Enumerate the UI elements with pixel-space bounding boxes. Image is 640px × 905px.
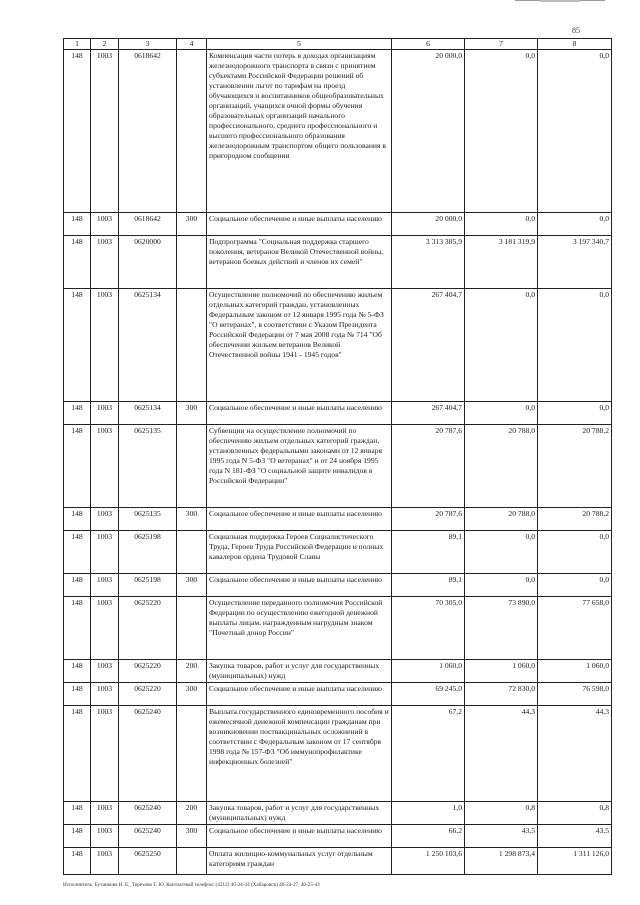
cell-description: Социальное обеспечение и иные выплаты населению [207, 825, 392, 848]
cell-amount-year3: 0,0 [538, 213, 612, 236]
cell-section: 1003 [91, 597, 119, 660]
cell-amount-year1: 20 000,0 [392, 213, 465, 236]
cell-amount-year1: 3 313 385,9 [392, 236, 465, 289]
cell-section: 1003 [91, 706, 119, 802]
cell-ministry: 148 [64, 289, 91, 402]
cell-ministry: 148 [64, 683, 91, 706]
table-row [64, 50, 612, 213]
cell-ministry: 148 [64, 802, 91, 825]
cell-amount-year3: 77 658,0 [538, 597, 612, 660]
cell-amount-year1: 1 060,0 [392, 660, 465, 683]
cell-amount-year2: 0,0 [465, 574, 538, 597]
table-row [64, 683, 612, 706]
cell-description: Социальное обеспечение и иные выплаты населению [207, 402, 392, 425]
cell-ministry: 148 [64, 50, 91, 213]
cell-expense-type: 300 [177, 508, 207, 531]
cell-amount-year3: 1 060,0 [538, 660, 612, 683]
cell-amount-year2: 0,0 [465, 402, 538, 425]
cell-amount-year2: 0,0 [465, 289, 538, 402]
cell-amount-year1: 20 787,6 [392, 508, 465, 531]
cell-expense-type: 300 [177, 574, 207, 597]
cell-amount-year2: 73 890,0 [465, 597, 538, 660]
cell-target-article: 0625220 [119, 660, 177, 683]
cell-target-article: 0625198 [119, 574, 177, 597]
cell-description: Оплата жилищно-коммунальных услуг отдельным категориям граждан [207, 848, 392, 875]
cell-amount-year3: 43,5 [538, 825, 612, 848]
cell-amount-year2: 44,3 [465, 706, 538, 802]
cell-amount-year3: 0,0 [538, 402, 612, 425]
cell-expense-type: 200 [177, 802, 207, 825]
table-row [64, 597, 612, 660]
cell-amount-year1: 20 787,6 [392, 425, 465, 508]
cell-ministry: 148 [64, 402, 91, 425]
table-row [64, 402, 612, 425]
cell-description: Осуществление полномочий по обеспечению жильем отдельных категорий граждан, установленных Федеральным законом от 12 января 1995 года № 5-ФЗ "О ветеранах", в соответствии с Указом Президента Российской Федерации от 7 мая 2008 года № 714 "Об обеспечении жильем ветеранов Великой Отечественной войны 1941 - 1945 годов" [207, 289, 392, 402]
cell-amount-year1: 89,1 [392, 574, 465, 597]
cell-amount-year1: 69 245,0 [392, 683, 465, 706]
cell-amount-year1: 267 404,7 [392, 402, 465, 425]
cell-ministry: 148 [64, 660, 91, 683]
cell-section: 1003 [91, 236, 119, 289]
table-row [64, 825, 612, 848]
cell-section: 1003 [91, 848, 119, 875]
cell-target-article: 0618642 [119, 50, 177, 213]
column-header: 2 [91, 39, 119, 50]
cell-amount-year3: 0,0 [538, 50, 612, 213]
cell-section: 1003 [91, 50, 119, 213]
cell-amount-year3: 44,3 [538, 706, 612, 802]
page-number: 85 [572, 26, 580, 35]
cell-description: Субвенции на осуществление полномочий по обеспечению жильем отдельных категорий граждан, установленных федеральными законами от 12 января 1995 года N 5-ФЗ "О ветеранах" и от 24 ноября 1995 года N 181-ФЗ "О социальной защите инвалидов в Российской Федерации" [207, 425, 392, 508]
cell-ministry: 148 [64, 574, 91, 597]
cell-section: 1003 [91, 531, 119, 574]
cell-expense-type [177, 848, 207, 875]
column-header: 8 [538, 39, 612, 50]
cell-target-article: 0625198 [119, 531, 177, 574]
cell-target-article: 0625240 [119, 706, 177, 802]
cell-section: 1003 [91, 802, 119, 825]
cell-ministry: 148 [64, 425, 91, 508]
column-header: 4 [177, 39, 207, 50]
table-row [64, 802, 612, 825]
cell-expense-type: 300 [177, 213, 207, 236]
table-row [64, 660, 612, 683]
cell-target-article: 0625250 [119, 848, 177, 875]
cell-ministry: 148 [64, 825, 91, 848]
cell-target-article: 0620000 [119, 236, 177, 289]
cell-amount-year1: 1 250 103,6 [392, 848, 465, 875]
cell-target-article: 0625240 [119, 802, 177, 825]
cell-description: Социальное обеспечение и иные выплаты населению [207, 508, 392, 531]
table-header-row [64, 39, 612, 50]
cell-description: Закупка товаров, работ и услуг для государственных (муниципальных) нужд [207, 802, 392, 825]
cell-description: Подпрограмма "Социальная поддержка старшего поколения, ветеранов Великой Отечественной войны, ветеранов боевых действий и членов их семей" [207, 236, 392, 289]
cell-amount-year1: 267 404,7 [392, 289, 465, 402]
cell-amount-year2: 20 788,0 [465, 508, 538, 531]
cell-ministry: 148 [64, 213, 91, 236]
budget-table [63, 38, 612, 875]
table-row [64, 848, 612, 875]
cell-description: Социальное обеспечение и иные выплаты населению [207, 574, 392, 597]
cell-expense-type [177, 597, 207, 660]
footer-note: Исполнитель: Буханкова Н. Е., Терехова Т. Ю. Контактный телефон: (4212) 40-24-24 (Хабаровск) 40-24-27, 40-25-43 [63, 882, 320, 888]
cell-section: 1003 [91, 660, 119, 683]
cell-target-article: 0625135 [119, 425, 177, 508]
cell-target-article: 0618642 [119, 213, 177, 236]
cell-amount-year3: 76 598,0 [538, 683, 612, 706]
cell-expense-type: 200 [177, 660, 207, 683]
cell-description: Социальная поддержка Героев Социалистического Труда, Героев Труда Российской Федерации и полных кавалеров ордена Трудовой Славы [207, 531, 392, 574]
table-row [64, 425, 612, 508]
cell-section: 1003 [91, 289, 119, 402]
cell-ministry: 148 [64, 508, 91, 531]
cell-amount-year2: 0,0 [465, 531, 538, 574]
cell-amount-year2: 0,0 [465, 50, 538, 213]
cell-amount-year2: 0,0 [465, 213, 538, 236]
cell-description: Осуществление переданного полномочия Российской Федерации по осуществлению ежегодной денежной выплаты лицам, награжденным нагрудным знаком "Почетный донор России" [207, 597, 392, 660]
table-row [64, 531, 612, 574]
cell-expense-type [177, 236, 207, 289]
cell-description: Закупка товаров, работ и услуг для государственных (муниципальных) нужд [207, 660, 392, 683]
table-row [64, 508, 612, 531]
column-header: 5 [207, 39, 392, 50]
cell-description: Выплата государственного единовременного пособия и ежемесячной денежной компенсации гражданам при возникновении поствакцинальных осложнений в соответствии с Федеральным законом от 17 сентября 1998 года № 157-ФЗ "Об иммунопрофилактике инфекционных болезней" [207, 706, 392, 802]
cell-ministry: 148 [64, 848, 91, 875]
cell-description: Социальное обеспечение и иные выплаты населению [207, 213, 392, 236]
cell-amount-year2: 1 060,0 [465, 660, 538, 683]
cell-amount-year3: 1 311 126,0 [538, 848, 612, 875]
cell-expense-type [177, 706, 207, 802]
cell-expense-type: 300 [177, 683, 207, 706]
cell-ministry: 148 [64, 236, 91, 289]
cell-amount-year1: 89,1 [392, 531, 465, 574]
table-row [64, 574, 612, 597]
cell-amount-year2: 3 181 319,9 [465, 236, 538, 289]
cell-expense-type [177, 289, 207, 402]
table-row [64, 289, 612, 402]
column-header: 1 [64, 39, 91, 50]
cell-amount-year2: 0,8 [465, 802, 538, 825]
cell-target-article: 0625220 [119, 597, 177, 660]
cell-expense-type [177, 50, 207, 213]
cell-amount-year1: 1,0 [392, 802, 465, 825]
cell-amount-year2: 72 830,0 [465, 683, 538, 706]
cell-amount-year3: 0,8 [538, 802, 612, 825]
cell-amount-year1: 70 305,0 [392, 597, 465, 660]
cell-section: 1003 [91, 574, 119, 597]
cell-section: 1003 [91, 402, 119, 425]
cell-target-article: 0625134 [119, 402, 177, 425]
cell-expense-type: 300 [177, 402, 207, 425]
cell-amount-year3: 0,0 [538, 289, 612, 402]
cell-section: 1003 [91, 825, 119, 848]
cell-section: 1003 [91, 213, 119, 236]
cell-amount-year3: 20 788,2 [538, 508, 612, 531]
column-header: 6 [392, 39, 465, 50]
cell-expense-type [177, 531, 207, 574]
cell-description: Социальное обеспечение и иные выплаты населению [207, 683, 392, 706]
cell-target-article: 0625240 [119, 825, 177, 848]
cell-amount-year2: 1 298 873,4 [465, 848, 538, 875]
table-row [64, 236, 612, 289]
cell-amount-year1: 66,2 [392, 825, 465, 848]
cell-amount-year3: 20 788,2 [538, 425, 612, 508]
cell-amount-year1: 20 000,0 [392, 50, 465, 213]
cell-amount-year3: 0,0 [538, 531, 612, 574]
cell-ministry: 148 [64, 531, 91, 574]
cell-target-article: 0625134 [119, 289, 177, 402]
cell-description: Компенсация части потерь в доходах организациям железнодорожного транспорта в связи с принятием субъектами Российской Федерации решений об установлении льгот по тарифам на проезд обучающихся и воспитанников общеобразовательных организаций, учащихся очной формы обучения образовательных организаций начального профессионального, среднего профессионального и высшего профессионального образования железнодорожным транспортом общего пользования в пригородном сообщении [207, 50, 392, 213]
column-header: 3 [119, 39, 177, 50]
cell-ministry: 148 [64, 597, 91, 660]
table-row [64, 706, 612, 802]
cell-amount-year2: 43,5 [465, 825, 538, 848]
cell-section: 1003 [91, 508, 119, 531]
cell-expense-type: 300 [177, 825, 207, 848]
cell-ministry: 148 [64, 706, 91, 802]
cell-amount-year3: 3 197 340,7 [538, 236, 612, 289]
table-row [64, 213, 612, 236]
cell-amount-year1: 67,2 [392, 706, 465, 802]
cell-section: 1003 [91, 683, 119, 706]
column-header: 7 [465, 39, 538, 50]
cell-amount-year3: 0,0 [538, 574, 612, 597]
cell-amount-year2: 20 788,0 [465, 425, 538, 508]
cell-section: 1003 [91, 425, 119, 508]
cell-target-article: 0625135 [119, 508, 177, 531]
cell-target-article: 0625220 [119, 683, 177, 706]
scan-edge-mark [540, 0, 580, 2]
cell-expense-type [177, 425, 207, 508]
